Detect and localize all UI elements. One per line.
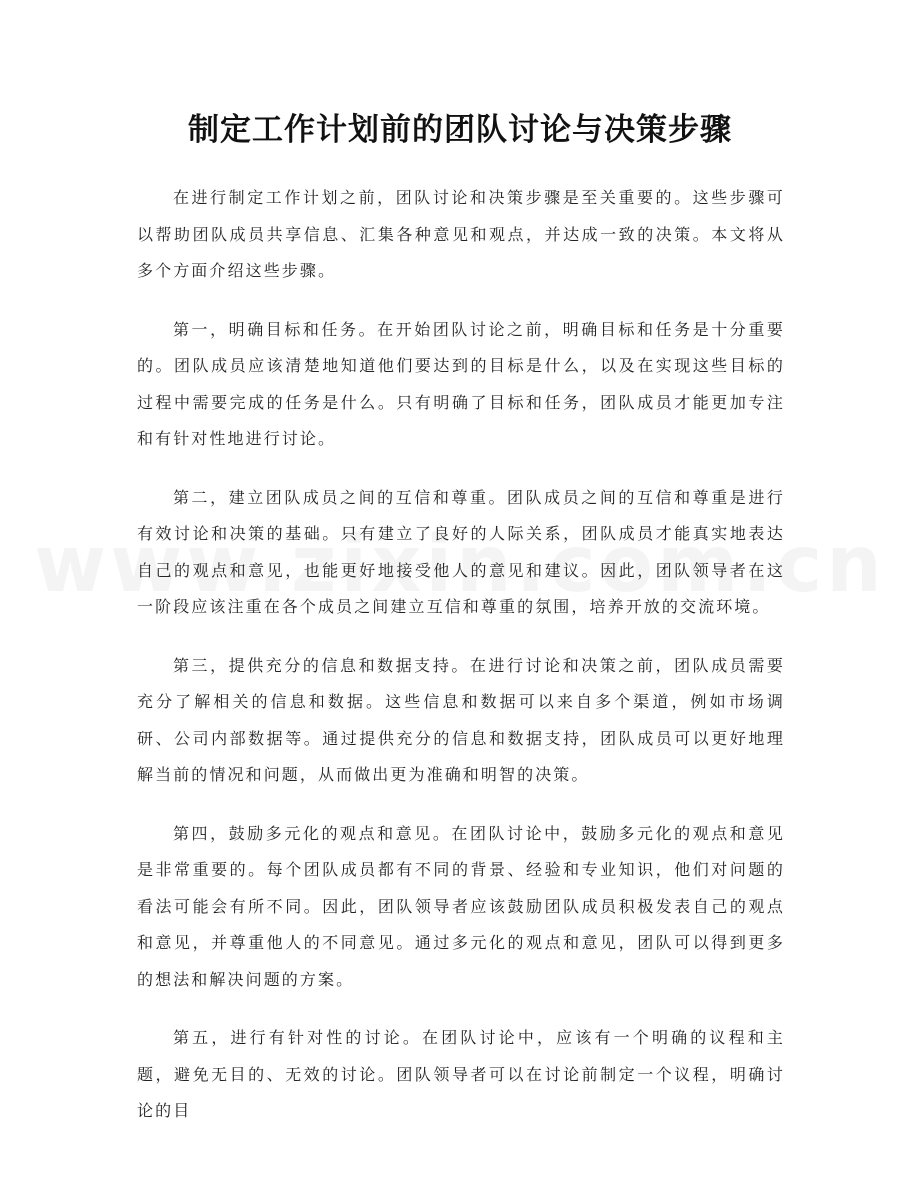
document-body (137, 180, 785, 1152)
paragraph-step-4: 第四，鼓励多元化的观点和意见。在团队讨论中，鼓励多元化的观点和意见是非常重要的。每个团队成员都有不同的背景、经验和专业知识，他们对问题的看法可能会有所不同。因此，团队领导者应该鼓励团队成员积极发表自己的观点和意见，并尊重他人的不同意见。通过多元化的观点和意见，团队可以得到更多的想法和解决问题的方案。 (137, 823, 785, 989)
paragraph-step-2: 第二，建立团队成员之间的互信和尊重。团队成员之间的互信和尊重是进行有效讨论和决策的基础。只有建立了良好的人际关系，团队成员才能真实地表达自己的观点和意见，也能更好地接受他人的意见和建议。因此，团队领导者在这一阶段应该注重在各个成员之间建立互信和尊重的氛围，培养开放的交流环境。 (137, 487, 785, 616)
page-title: 制定工作计划前的团队讨论与决策步骤 (188, 112, 732, 148)
paragraph-step-5: 第五，进行有针对性的讨论。在团队讨论中，应该有一个明确的议程和主题，避免无目的、无效的讨论。团队领导者可以在讨论前制定一个议程，明确讨论的目 (137, 1028, 785, 1120)
intro-paragraph: 在进行制定工作计划之前，团队讨论和决策步骤是至关重要的。这些步骤可以帮助团队成员共享信息、汇集各种意见和观点，并达成一致的决策。本文将从多个方面介绍这些步骤。 (137, 188, 785, 280)
paragraph-step-3: 第三，提供充分的信息和数据支持。在进行讨论和决策之前，团队成员需要充分了解相关的信息和数据。这些信息和数据可以来自多个渠道，例如市场调研、公司内部数据等。通过提供充分的信息和数据支持，团队成员可以更好地理解当前的情况和问题，从而做出更为准确和明智的决策。 (137, 655, 785, 784)
paragraph-step-1: 第一，明确目标和任务。在开始团队讨论之前，明确目标和任务是十分重要的。团队成员应该清楚地知道他们要达到的目标是什么，以及在实现这些目标的过程中需要完成的任务是什么。只有明确了目标和任务，团队成员才能更加专注和有针对性地进行讨论。 (137, 319, 785, 448)
